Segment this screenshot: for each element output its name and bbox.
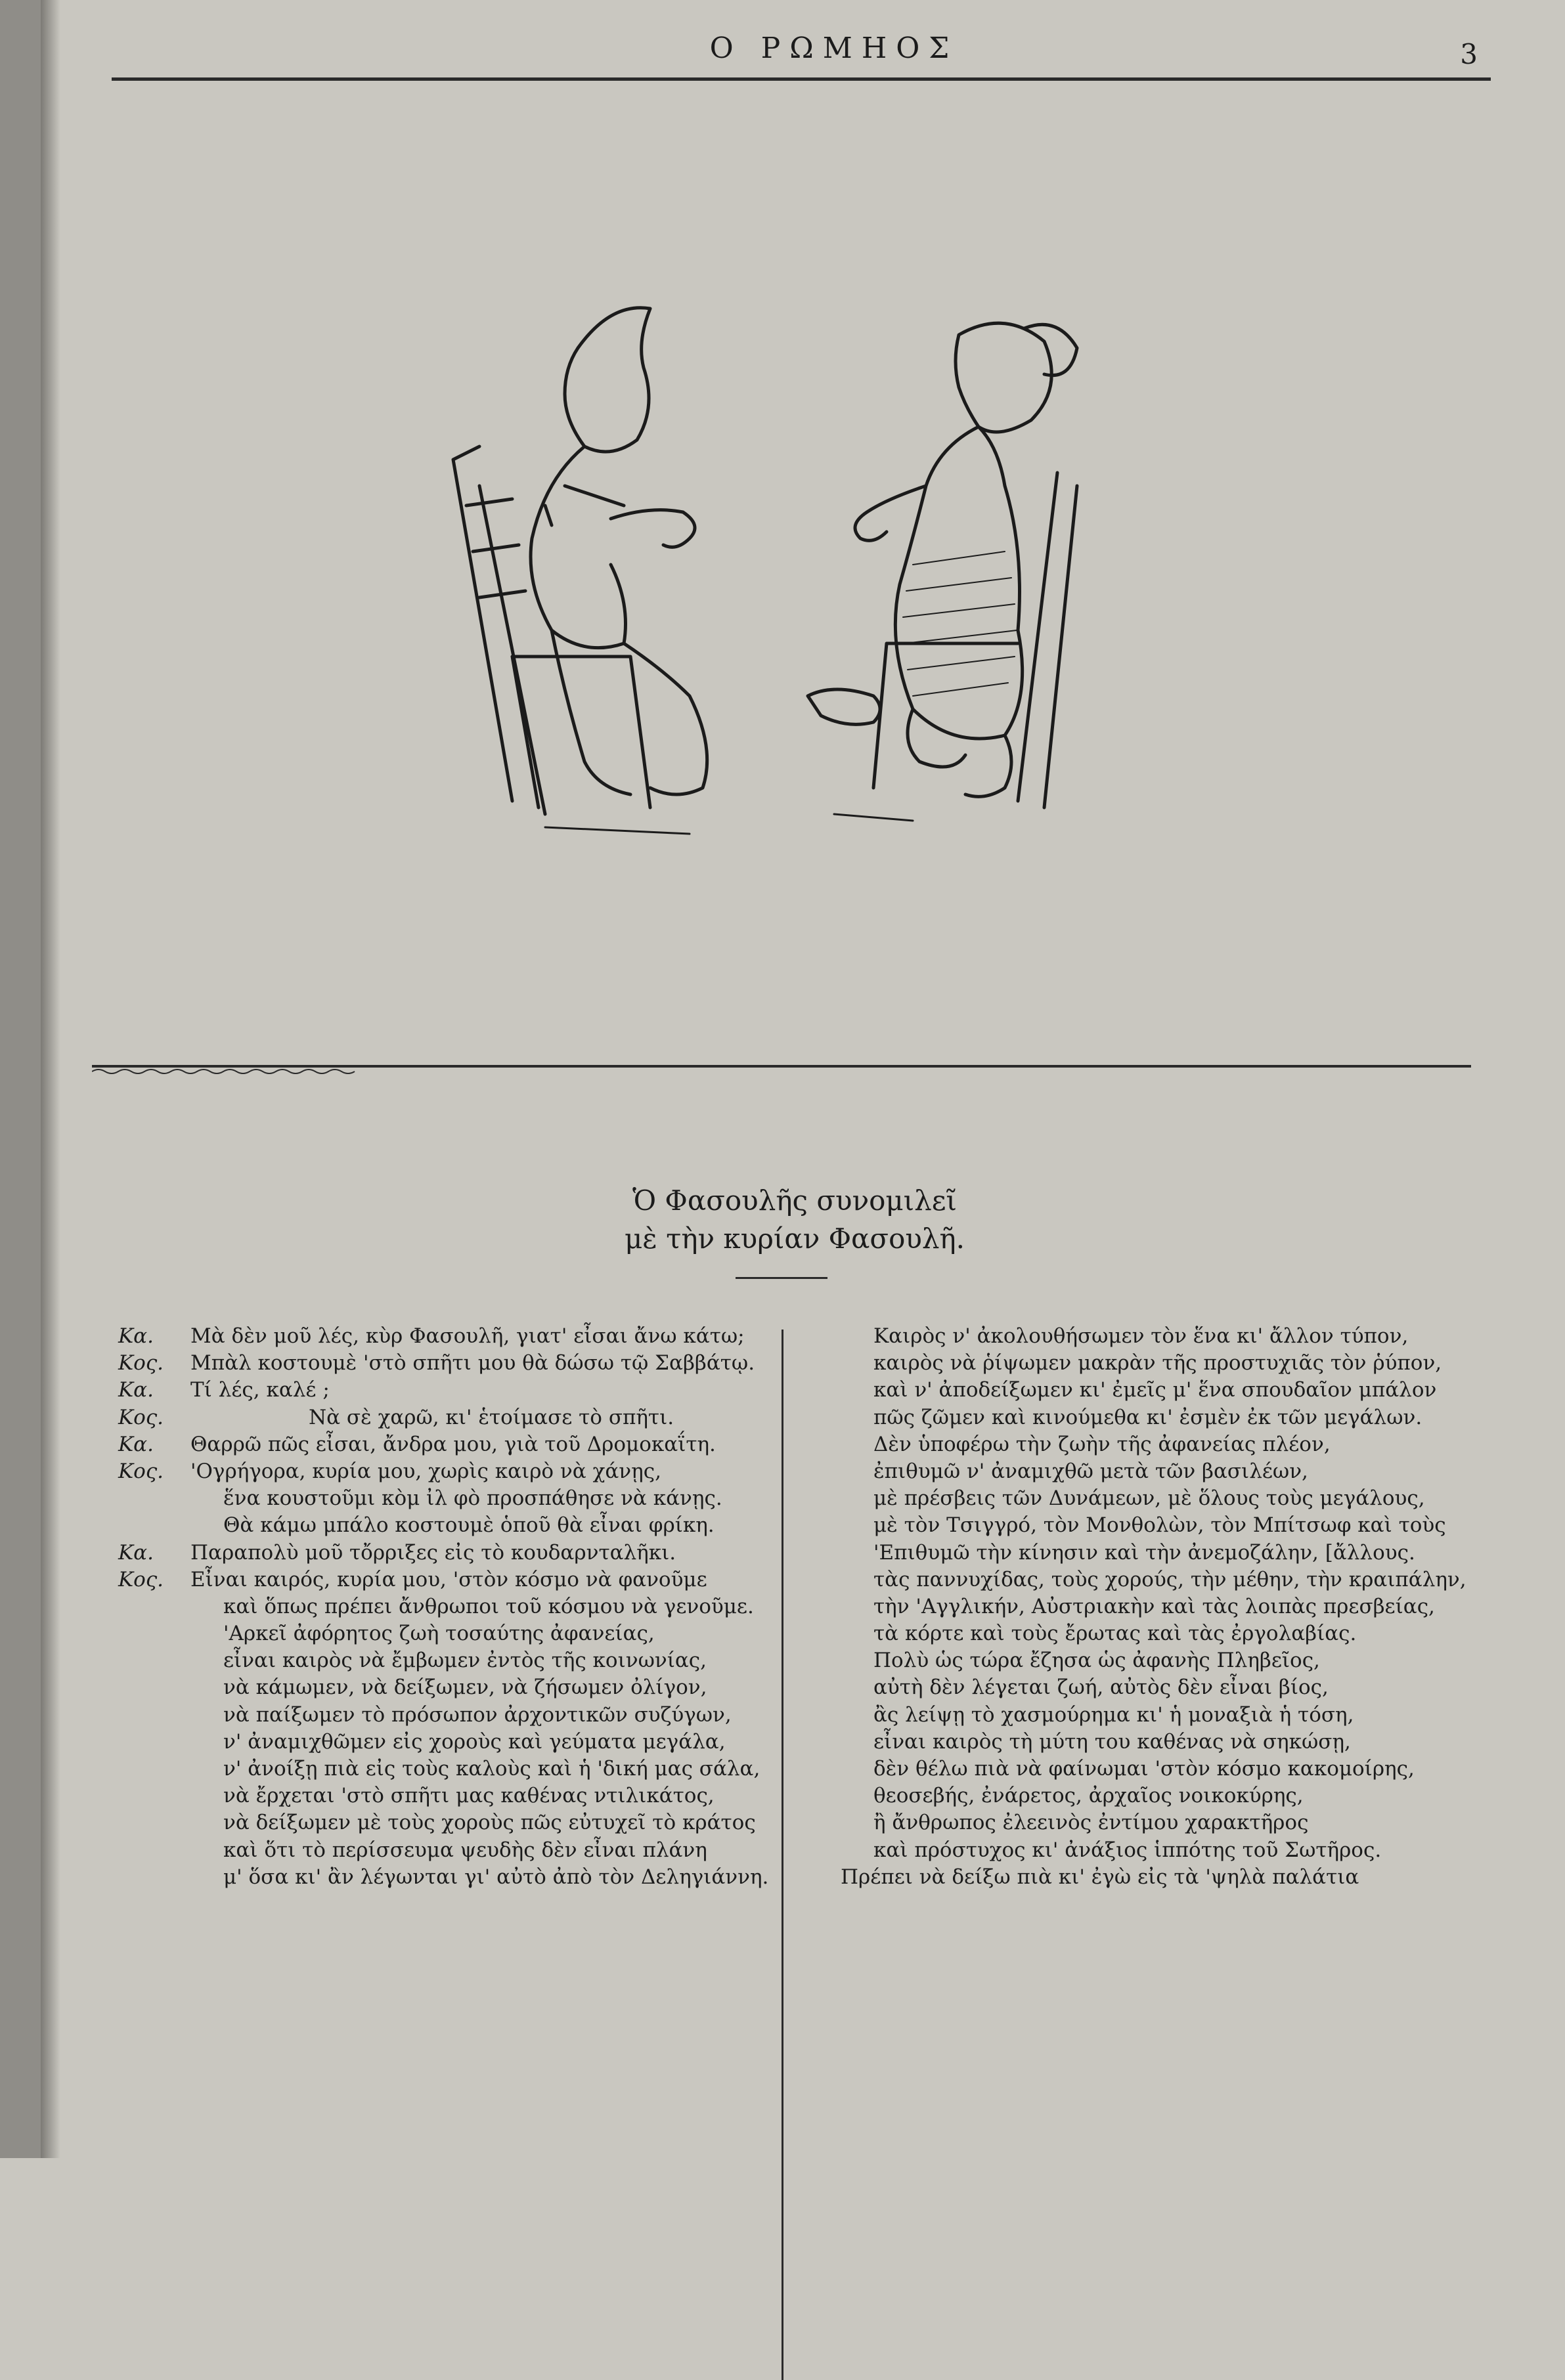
dialogue-line — [118, 1512, 775, 1539]
dialogue-line — [118, 1864, 775, 1891]
right-chair — [873, 473, 1077, 808]
verse-line — [841, 1512, 1497, 1539]
left-column — [118, 1323, 775, 1891]
verse-line — [841, 1620, 1497, 1647]
line-text: μὲ τὸν Τσιγγρό, τὸν Μονθολὼν, τὸν Μπίτσωφ καὶ τοὺς — [873, 1513, 1446, 1538]
speaker-label: Κος. — [118, 1459, 164, 1483]
right-column — [841, 1323, 1497, 1891]
verse-line — [841, 1350, 1497, 1377]
dialogue-line — [118, 1593, 775, 1620]
dress-hatching — [903, 552, 1017, 696]
line-text: 'Αρκεῖ ἀφόρητος ζωὴ τοσαύτης ἀφανείας, — [223, 1622, 655, 1646]
verse-line — [841, 1674, 1497, 1701]
verse-line — [841, 1404, 1497, 1431]
verse-line — [841, 1864, 1497, 1891]
speaker-label: Κα. — [118, 1540, 154, 1565]
line-text: Θαρρῶ πῶς εἶσαι, ἄνδρα μου, γιὰ τοῦ Δρομοκαΐτη. — [190, 1432, 716, 1456]
speaker-label: Κος. — [118, 1405, 164, 1429]
line-text: ν' ἀναμιχθῶμεν εἰς χοροὺς καὶ γεύματα μεγάλα, — [223, 1729, 726, 1754]
line-text: ἐπιθυμῶ ν' ἀναμιχθῶ μετὰ τῶν βασιλέων, — [873, 1459, 1308, 1483]
line-text: δὲν θέλω πιὰ νὰ φαίνωμαι 'στὸν κόσμο κακομοίρης, — [873, 1757, 1415, 1781]
line-text: νὰ κάμωμεν, νὰ δείξωμεν, νὰ ζήσωμεν ὀλίγον, — [223, 1676, 707, 1700]
line-text: Νὰ σὲ χαρῶ, κι' ἑτοίμασε τὸ σπῆτι. — [309, 1405, 674, 1429]
line-text: Εἶναι καιρός, κυρία μου, 'στὸν κόσμο νὰ φανοῦμε — [190, 1567, 707, 1591]
page-edge — [0, 0, 41, 2158]
page-header — [112, 26, 1491, 98]
dialogue-line — [118, 1647, 775, 1674]
line-text: νὰ παίξωμεν τὸ πρόσωπον ἀρχοντικῶν συζύγων, — [223, 1702, 732, 1727]
verse-line — [841, 1431, 1497, 1458]
line-text: τὰ κόρτε καὶ τοὺς ἔρωτας καὶ τὰς ἐργολαβίας. — [873, 1622, 1357, 1646]
fasoulis-figure — [531, 308, 707, 794]
dialogue-line — [118, 1674, 775, 1701]
line-text: 'Ογρήγορα, κυρία μου, χωρὶς καιρὸ νὰ χάνῃς, — [190, 1459, 661, 1483]
dialogue-line — [118, 1702, 775, 1729]
dialogue-line — [118, 1837, 775, 1864]
line-text: τὴν 'Αγγλικήν, Αὐστριακὴν καὶ τὰς λοιπὰς πρεσβείας, — [873, 1594, 1435, 1618]
cartoon-illustration — [414, 289, 1116, 854]
line-text: καὶ ὅτι τὸ περίσσευμα ψευδὴς δὲν εἶναι πλάνη — [223, 1838, 707, 1862]
title-line-2: μὲ τὴν κυρίαν Φασουλῆ. — [624, 1222, 965, 1255]
verse-line — [841, 1647, 1497, 1674]
line-text: ἢ ἄνθρωπος ἐλεεινὸς ἐντίμου χαρακτῆρος — [873, 1811, 1309, 1835]
ground-strokes — [545, 814, 913, 834]
line-text: Θὰ κάμω μπάλο κοστουμὲ ὁποῦ θὰ εἶναι φρίκη. — [223, 1513, 715, 1538]
verse-line — [841, 1567, 1497, 1593]
speaker-label: Κα. — [118, 1432, 154, 1456]
dialogue-line — [118, 1567, 775, 1593]
line-text: πῶς ζῶμεν καὶ κινούμεθα κι' ἐσμὲν ἐκ τῶν μεγάλων. — [873, 1405, 1422, 1429]
speaker-label: Κος. — [118, 1567, 164, 1591]
verse-line — [841, 1729, 1497, 1756]
line-text: Πολὺ ὡς τώρα ἔζησα ὡς ἀφανὴς Πληβεῖος, — [873, 1649, 1320, 1673]
verse-line — [841, 1809, 1497, 1836]
dialogue-line — [118, 1377, 775, 1404]
dialogue-line — [118, 1783, 775, 1809]
line-text: Δὲν ὑποφέρω τὴν ζωὴν τῆς ἀφανείας πλέον, — [873, 1432, 1331, 1456]
dialogue-line — [118, 1404, 775, 1431]
title-line-1: Ὁ Φασουλῆς συνομιλεῖ — [632, 1184, 957, 1217]
dialogue-line — [118, 1431, 775, 1458]
verse-line — [841, 1837, 1497, 1864]
verse-line — [841, 1458, 1497, 1485]
column-separator — [782, 1330, 783, 2380]
dialogue-line — [118, 1620, 775, 1647]
line-text: Μὰ δὲν μοῦ λές, κὺρ Φασουλῆ, γιατ' εἶσαι ἄνω κάτω; — [190, 1324, 745, 1348]
line-text: αὐτὴ δὲν λέγεται ζωή, αὐτὸς δὲν εἶναι βίος, — [873, 1676, 1329, 1700]
line-text: τὰς παννυχίδας, τοὺς χορούς, τὴν μέθην, τὴν κραιπάλην, — [873, 1567, 1466, 1591]
verse-line — [841, 1702, 1497, 1729]
header-rule — [112, 77, 1491, 81]
masthead: Ο ΡΩΜΗΟΣ — [709, 32, 959, 65]
dialogue-line — [118, 1809, 775, 1836]
verse-line — [841, 1377, 1497, 1404]
line-text: μ' ὅσα κι' ἂν λέγωνται γι' αὐτὸ ἀπὸ τὸν Δεληγιάννη. — [223, 1865, 769, 1889]
verse-line — [841, 1485, 1497, 1512]
line-text: νὰ δείξωμεν μὲ τοὺς χοροὺς πῶς εὐτυχεῖ τὸ κράτος — [223, 1811, 756, 1835]
line-text: Μπὰλ κοστουμὲ 'στὸ σπῆτι μου θὰ δώσω τῷ Σαββάτῳ. — [190, 1351, 755, 1375]
line-text: Πρέπει νὰ δείξω πιὰ κι' ἐγὼ εἰς τὰ 'ψηλὰ παλάτια — [841, 1865, 1359, 1889]
dialogue-line — [118, 1485, 775, 1512]
page-edge-shadow — [41, 0, 60, 2158]
dialogue-line — [118, 1540, 775, 1567]
line-text: καὶ ν' ἀποδείξωμεν κι' ἐμεῖς μ' ἕνα σπουδαῖον μπάλον — [873, 1378, 1437, 1402]
verse-line — [841, 1756, 1497, 1783]
line-text: νὰ ἔρχεται 'στὸ σπῆτι μας καθένας ντιλικάτος, — [223, 1784, 715, 1808]
line-text: εἶναι καιρὸς τὴ μύτη του καθένας νὰ σηκώσῃ, — [873, 1729, 1351, 1754]
speaker-label: Κα. — [118, 1324, 154, 1348]
line-text: καιρὸς νὰ ῥίψωμεν μακρὰν τῆς προστυχιᾶς τὸν ῥύπον, — [873, 1351, 1442, 1375]
line-text: 'Επιθυμῶ τὴν κίνησιν καὶ τὴν ἀνεμοζάλην, [ἄλλους. — [873, 1540, 1415, 1565]
line-text: μὲ πρέσβεις τῶν Δυνάμεων, μὲ ὅλους τοὺς μεγάλους, — [873, 1486, 1425, 1511]
dialogue-line — [118, 1729, 775, 1756]
line-text: θεοσεβής, ἐνάρετος, ἀρχαῖος νοικοκύρης, — [873, 1784, 1304, 1808]
line-text: καὶ ὅπως πρέπει ἄνθρωποι τοῦ κόσμου νὰ γενοῦμε. — [223, 1594, 754, 1618]
verse-line — [841, 1323, 1497, 1350]
speaker-label: Κος. — [118, 1351, 164, 1375]
dialogue-line — [118, 1458, 775, 1485]
verse-line — [841, 1783, 1497, 1809]
line-text: καὶ πρόστυχος κι' ἀνάξιος ἱππότης τοῦ Σωτῆρος. — [873, 1838, 1382, 1862]
line-text: ν' ἀνοίξῃ πιὰ εἰς τοὺς καλοὺς καὶ ἡ 'δική μας σάλα, — [223, 1757, 760, 1781]
line-text: Τί λές, καλέ ; — [190, 1378, 330, 1402]
speaker-label: Κα. — [118, 1378, 154, 1402]
title-rule — [736, 1277, 827, 1279]
line-text: ἂς λείψῃ τὸ χασμούρημα κι' ἡ μοναξιὰ ἡ τόση, — [873, 1702, 1354, 1727]
article-title — [565, 1182, 1025, 1258]
page-number: 3 — [1460, 38, 1478, 70]
verse-line — [841, 1593, 1497, 1620]
verse-line — [841, 1540, 1497, 1567]
dialogue-line — [118, 1350, 775, 1377]
dialogue-line — [118, 1323, 775, 1350]
line-text: ἕνα κουστοῦμι κὸμ ἰλ φὸ προσπάθησε νὰ κάνῃς. — [223, 1486, 722, 1511]
line-text: εἶναι καιρὸς νὰ ἔμβωμεν ἐντὸς τῆς κοινωνίας, — [223, 1649, 707, 1673]
dialogue-line — [118, 1756, 775, 1783]
line-text: Καιρὸς ν' ἀκολουθήσωμεν τὸν ἕνα κι' ἄλλον τύπον, — [873, 1324, 1409, 1348]
line-text: Παραπολὺ μοῦ τὄρριξες εἰς τὸ κουδαρνταλῆκι. — [190, 1540, 676, 1565]
section-divider — [92, 1057, 1471, 1083]
